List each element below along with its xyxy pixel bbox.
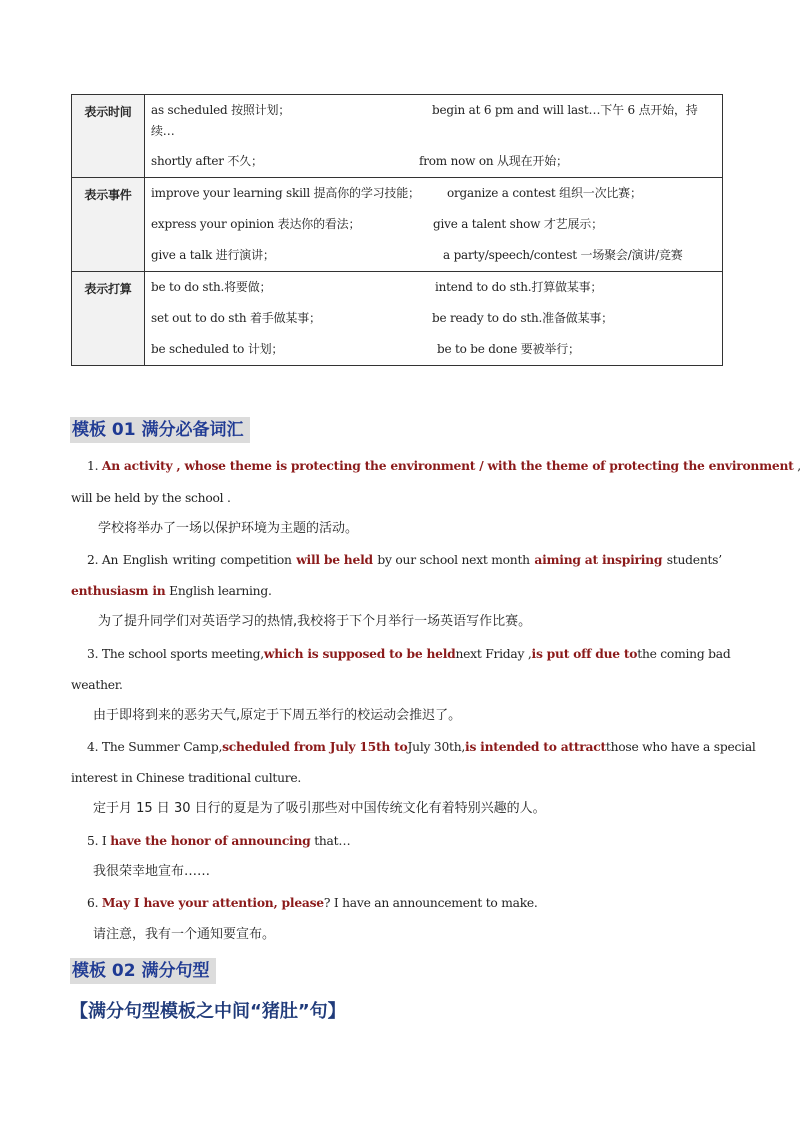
sentence-item [87,738,756,756]
phrase: give a talent show 才艺展示； [433,217,603,231]
phrase-cell [145,178,723,272]
highlight-phrase: will be held [296,552,373,567]
sentence-text: English learning. [165,584,272,598]
sentence-text: interest in Chinese traditional culture. [71,771,302,785]
sentence-text: The school sports meeting, [101,647,264,661]
phrase: as scheduled 按照计划； [151,103,291,117]
phrase: a party/speech/contest 一场聚会/演讲/竞赛 [443,248,683,262]
highlight-phrase: is put off due to [531,646,638,661]
item-number-and-words [71,551,118,569]
item-number: 4. [87,740,99,754]
phrase-line [151,240,716,271]
phrase-cell [145,272,723,366]
phrase: 续… [151,124,175,138]
table-row [72,178,723,272]
phrase: organize a contest 组织一次比赛； [447,186,642,200]
phrase-cell [145,95,723,178]
sentence-text: , [793,459,801,473]
sentence-text [87,645,264,663]
phrase: be to do sth.将要做； [151,280,272,294]
highlight-phrase: which is supposed to be held [263,646,456,661]
sentence-text: those who have a special [605,740,756,754]
sentence-text: weather. [71,678,123,692]
phrase: be ready to do sth.准备做某事； [432,311,613,325]
phrase: from now on 从现在开始； [419,154,568,168]
highlight-phrase: scheduled from July 15th to [222,739,408,754]
category-cell: 表示事件 [72,178,145,272]
word: competition [220,553,292,567]
phrase: set out to do sth 着手做某事； [151,311,321,325]
category-cell: 表示打算 [72,272,145,366]
word: English [122,553,168,567]
phrase-line [151,126,716,146]
sentence-text [71,582,272,600]
highlight-phrase: enthusiasm in [71,583,166,598]
section-heading: 模板 01 满分必备词汇 [70,417,250,443]
table-row [72,272,723,366]
word: by our school next month [377,553,530,567]
category-cell: 表示时间 [72,95,145,178]
item-number: 2. [87,553,99,567]
sentence-text: The Summer Camp, [101,740,223,754]
word: An [101,553,119,567]
translation: 请注意，我有一个通知要宣布。 [93,927,276,942]
item-number: 3. [87,647,99,661]
phrase-line [151,209,716,240]
phrase: give a talk 进行演讲； [151,248,275,262]
highlight-phrase: is intended to attract [465,739,606,754]
phrase: be to be done 要被举行； [437,342,580,356]
word: students’ [666,553,722,567]
highlight-phrase: aiming at inspiring [534,552,663,567]
sentence-text: July 30th, [407,740,466,754]
sentence-item [87,457,801,475]
phrase: shortly after 不久； [151,154,263,168]
phrase: intend to do sth.打算做某事； [435,280,603,294]
section-heading: 模板 02 满分句型 [70,958,216,984]
translation: 为了提升同学们对英语学习的热情,我校将于下个月举行一场英语写作比赛。 [98,614,532,629]
sentence-text: I [101,834,111,848]
sentence-item [87,645,731,663]
phrase-line [151,334,716,365]
phrase-line [151,272,716,303]
phrase-line [151,303,716,334]
sentence-item [71,551,722,569]
translation: 我很荣幸地宣布…… [93,864,211,879]
translation: 学校将举办了一场以保护环境为主题的活动。 [98,521,359,536]
highlight-phrase: May I have your attention, please [101,895,324,910]
item-number: 6. [87,896,99,910]
phrase-line [151,95,716,126]
sentence-text: ? I have an announcement to make. [323,896,538,910]
sentence-item [87,832,350,850]
sentence-text [87,738,222,756]
phrase: be scheduled to 计划； [151,342,284,356]
phrase-line [151,146,716,177]
phrase: improve your learning skill 提高你的学习技能； [151,186,420,200]
highlight-phrase: have the honor of announcing [110,833,311,848]
table-row [72,95,723,178]
item-number: 5. [87,834,99,848]
sentence-text: that… [310,834,351,848]
phrase-table [71,94,723,366]
sentence-text: the coming bad [637,647,731,661]
subsection-heading: 【满分句型模板之中间“猪肚”句】 [70,1001,346,1022]
highlight-phrase: An activity , whose theme is protecting the environment / with the theme of protecting the environment [101,458,794,473]
sentence-text: next Friday , [455,647,532,661]
sentence-item [87,894,538,912]
phrase-line [151,178,716,209]
translation: 定于月 15 日 30 日行的夏是为了吸引那些对中国传统文化有着特别兴趣的人。 [93,801,546,816]
phrase: begin at 6 pm and will last…下午 6 点开始，持 [432,103,698,117]
phrase: express your opinion 表达你的看法； [151,217,361,231]
translation: 由于即将到来的恶劣天气,原定于下周五举行的校运动会推迟了。 [93,708,462,723]
sentence-text: will be held by the school . [71,491,231,505]
item-number: 1. [87,459,99,473]
word: writing [172,553,216,567]
